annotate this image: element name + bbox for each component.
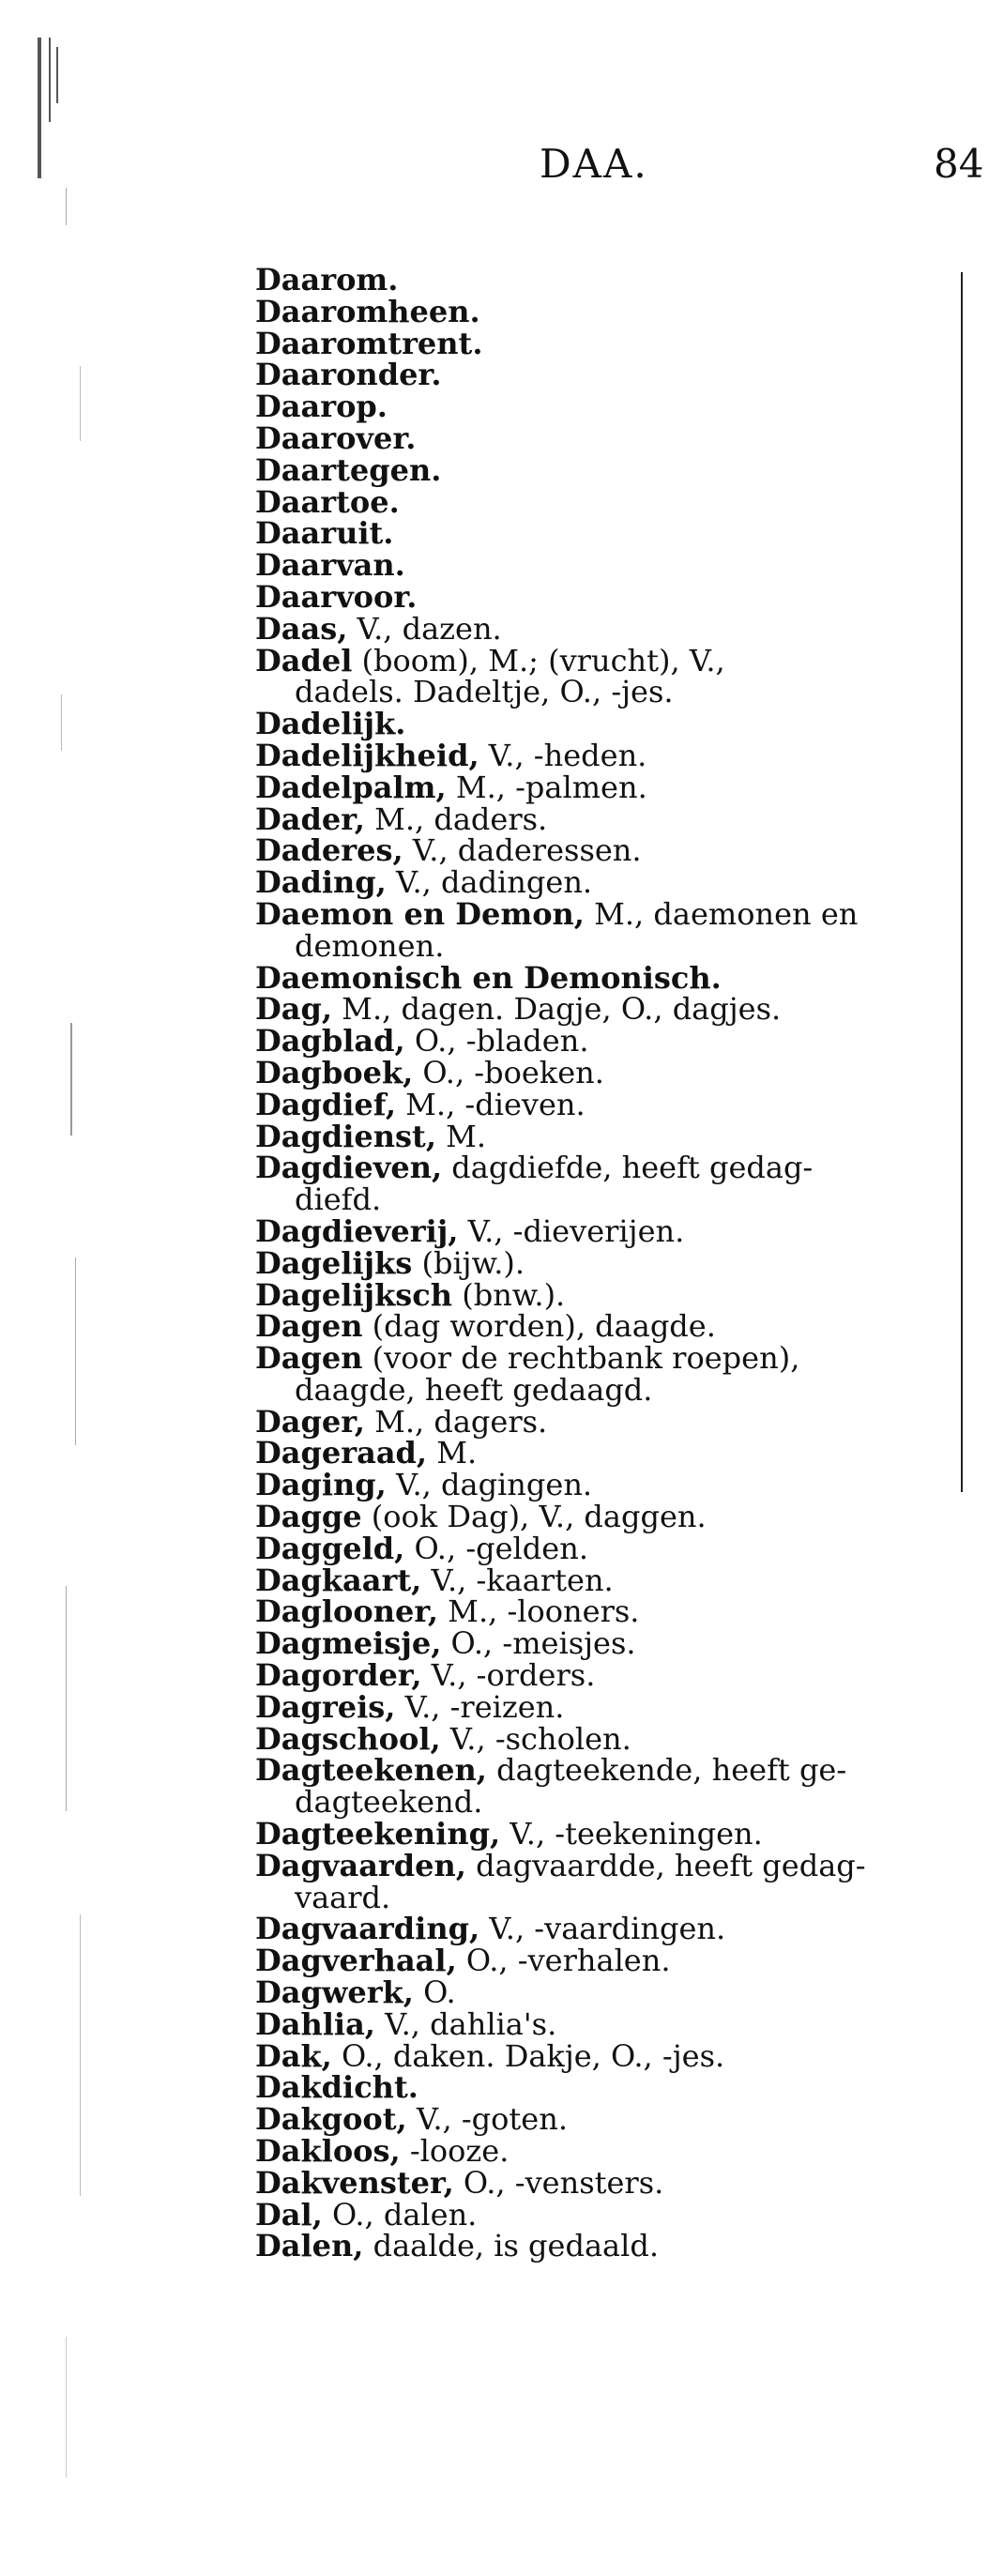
entry-headword: Dadel (255, 642, 353, 678)
entry-headword: Dagge (255, 1499, 362, 1535)
entry-definition: V., -dieverijen. (458, 1212, 685, 1249)
dictionary-entry (255, 1657, 968, 1694)
dictionary-entry (255, 2164, 968, 2201)
entry-definition: V., -vaardingen. (479, 1911, 726, 1947)
dictionary-entry (255, 642, 968, 710)
dictionary-entry (255, 800, 968, 837)
entry-continuation: demonen. (295, 927, 445, 964)
entry-headword: Daaromtrent. (255, 325, 483, 361)
entry-headword: Dagelijksch (255, 1276, 453, 1313)
entry-continuation: diefd. (295, 1181, 382, 1218)
dictionary-entry (255, 1752, 968, 1821)
dictionary-entry (255, 1530, 968, 1566)
entry-headword: Dakvenster, (255, 2164, 454, 2201)
entry-headword: Daaromheen. (255, 293, 480, 329)
entry-headword: Dagteekening, (255, 1816, 501, 1852)
dictionary-entry (255, 1152, 968, 1216)
entry-headword: Dagdienst, (255, 1118, 436, 1154)
entry-definition: V., daderessen. (403, 832, 642, 869)
entry-definition: V., -scholen. (440, 1720, 631, 1757)
entry-definition: O., -boeken. (413, 1054, 604, 1090)
entry-headword: Daarop. (255, 389, 388, 425)
dictionary-entry (255, 359, 968, 391)
entry-definition: M., dagen. Dagje, O., dagjes. (332, 991, 782, 1028)
entry-headword: Dal, (255, 2196, 323, 2233)
dictionary-entry (255, 1118, 968, 1154)
entry-headword: Daarvan. (255, 547, 405, 584)
entry-continuation: vaard. (295, 1879, 391, 1915)
dictionary-entry (255, 515, 968, 552)
entry-headword: Dagwerk, (255, 1974, 414, 2011)
entry-headword: Dagmeisje, (255, 1625, 442, 1662)
dictionary-entry (255, 1276, 968, 1313)
entry-headword: Dagen (255, 1340, 363, 1377)
entry-headword: Daemonisch en Demonisch. (255, 959, 722, 996)
entry-definition: V., dagingen. (386, 1467, 593, 1503)
entry-headword: Dagboek, (255, 1054, 414, 1090)
entry-headword: Dagorder, (255, 1657, 422, 1694)
dictionary-entry (255, 1562, 968, 1598)
dictionary-entry (255, 1086, 968, 1122)
dictionary-entry (255, 419, 968, 456)
entry-headword: Dager, (255, 1403, 365, 1440)
entry-headword: Daarom. (255, 262, 399, 297)
entry-headword: Dageraad, (255, 1435, 428, 1471)
entry-headword: Dagvaarding, (255, 1911, 480, 1947)
dictionary-entry (255, 483, 968, 520)
dictionary-entry (255, 895, 968, 964)
page-header-title: DAA. (540, 141, 648, 187)
dictionary-entry (255, 1847, 968, 1915)
entry-headword: Daartegen. (255, 451, 442, 488)
entry-definition: (bijw.). (412, 1244, 525, 1281)
dictionary-entry (255, 1593, 968, 1630)
entry-definition: V., -orders. (421, 1657, 596, 1694)
entry-headword: Daaronder. (255, 357, 442, 393)
entry-headword: Dagkaart, (255, 1562, 422, 1598)
entry-headword: Daemon en Demon, (255, 895, 585, 932)
dictionary-entry (255, 1023, 968, 1059)
entry-definition: M., -looners. (438, 1593, 640, 1630)
dictionary-entry (255, 1945, 968, 1977)
entry-headword: Dak, (255, 2037, 332, 2074)
dictionary-entry (255, 1625, 968, 1662)
dictionary-entry (255, 1435, 968, 1471)
entry-headword: Dagreis, (255, 1688, 396, 1725)
entry-definition: -looze. (400, 2133, 510, 2170)
dictionary-entry (255, 1501, 968, 1533)
entry-headword: Dadelijkheid, (255, 737, 479, 773)
dictionary-entry (255, 1212, 968, 1249)
entry-headword: Dagdieven, (255, 1150, 443, 1186)
entry-definition: M. (427, 1435, 478, 1471)
entry-headword: Dagblad, (255, 1023, 405, 1059)
binding-edge-marks (38, 38, 131, 2477)
dictionary-entry (255, 2196, 968, 2233)
entry-headword: Daglooner, (255, 1593, 438, 1630)
entry-headword: Daderes, (255, 832, 403, 869)
entry-headword: Dakdicht. (255, 2069, 418, 2106)
entry-headword: Dadelpalm, (255, 769, 447, 805)
entry-headword: Dahlia, (255, 2005, 375, 2042)
dictionary-entry (255, 2037, 968, 2074)
entry-definition: (boom), M.; (vrucht), V., (352, 642, 725, 678)
entry-headword: Dadelijk. (255, 706, 406, 742)
dictionary-entry (255, 451, 968, 488)
dictionary-entry (255, 864, 968, 901)
entry-headword: Dakloos, (255, 2133, 401, 2170)
entry-headword: Dalen, (255, 2228, 364, 2264)
entry-definition: O., -bladen. (404, 1023, 589, 1059)
entry-headword: Dagdieverij, (255, 1212, 459, 1249)
dictionary-entry (255, 2101, 968, 2138)
entry-headword: Daarvoor. (255, 578, 418, 615)
entry-definition: M., daders. (364, 800, 548, 837)
entry-definition: V., -heden. (479, 737, 647, 773)
entry-definition: V., -kaarten. (421, 1562, 614, 1598)
dictionary-entry (255, 610, 968, 647)
entry-definition: O., dalen. (322, 2196, 478, 2233)
entry-headword: Dagteekenen, (255, 1752, 487, 1789)
entry-definition: O., -vensters. (453, 2164, 664, 2201)
dictionary-entry (255, 2228, 968, 2264)
dictionary-entry (255, 2005, 968, 2042)
entry-definition: V., dadingen. (386, 864, 593, 901)
dictionary-entry (255, 1403, 968, 1440)
entry-headword: Dader, (255, 800, 365, 837)
entry-headword: Dading, (255, 864, 387, 901)
entry-definition: dagvaardde, heeft gedag- (465, 1847, 866, 1883)
entry-definition: M., daemonen en (584, 895, 859, 932)
dictionary-entry (255, 991, 968, 1028)
entry-definition: V., -teekeningen. (500, 1816, 763, 1852)
entry-headword: Dagschool, (255, 1720, 441, 1757)
entry-definition: M., -dieven. (395, 1086, 586, 1122)
dictionary-entry (255, 959, 968, 996)
dictionary-entry (255, 293, 968, 329)
entry-headword: Dagen (255, 1308, 363, 1345)
entry-definition: (dag worden), daagde. (362, 1308, 716, 1345)
dictionary-entry (255, 769, 968, 805)
dictionary-entry (255, 737, 968, 773)
dictionary-entry (255, 1467, 968, 1503)
entry-definition: M., -palmen. (446, 769, 647, 805)
dictionary-entry (255, 578, 968, 615)
entry-definition: (bnw.). (452, 1276, 566, 1313)
entry-headword: Daging, (255, 1467, 387, 1503)
entry-definition: V., dahlia's. (374, 2005, 557, 2042)
entry-definition: (ook Dag), V., daggen. (361, 1499, 707, 1535)
entry-headword: Dagvaarden, (255, 1847, 466, 1883)
entry-continuation: dagteekend. (295, 1784, 483, 1821)
dictionary-entry (255, 1244, 968, 1281)
entry-definition: daalde, is gedaald. (363, 2228, 659, 2264)
dictionary-entry (255, 547, 968, 584)
entry-headword: Dakgoot, (255, 2101, 407, 2138)
dictionary-entry (255, 1308, 968, 1345)
entry-definition: O. (413, 1974, 456, 2011)
entry-definition: M., dagers. (364, 1403, 548, 1440)
entry-list (255, 262, 968, 2264)
entry-headword: Dag, (255, 991, 332, 1028)
dictionary-entry (255, 1974, 968, 2011)
dictionary-entry (255, 2069, 968, 2106)
entry-headword: Dagdief, (255, 1086, 396, 1122)
entry-continuation: daagde, heeft gedaagd. (295, 1371, 653, 1408)
dictionary-entry (255, 325, 968, 361)
dictionary-entry (255, 832, 968, 869)
entry-headword: Daggeld, (255, 1530, 405, 1566)
dictionary-entry (255, 2133, 968, 2170)
dictionary-entry (255, 1054, 968, 1090)
entry-definition: V., -reizen. (395, 1688, 565, 1725)
entry-definition: V., dazen. (347, 610, 502, 647)
dictionary-entry (255, 1688, 968, 1725)
entry-headword: Dagelijks (255, 1244, 413, 1281)
dictionary-entry (255, 391, 968, 423)
dictionary-entry (255, 1340, 968, 1408)
entry-definition: O., -meisjes. (441, 1625, 636, 1662)
dictionary-entry (255, 1913, 968, 1945)
entry-continuation: dadels. Dadeltje, O., -jes. (295, 674, 674, 710)
entry-headword: Dagverhaal, (255, 1943, 457, 1979)
dictionary-entry (255, 706, 968, 742)
entry-definition: dagteekende, heeft ge- (486, 1752, 847, 1789)
entry-definition: O., -gelden. (404, 1530, 588, 1566)
entry-headword: Daarover. (255, 419, 417, 456)
entry-definition: (voor de rechtbank roepen), (362, 1340, 800, 1377)
dictionary-entry (255, 262, 968, 297)
entry-definition: O., daken. Dakje, O., -jes. (331, 2037, 725, 2074)
entry-headword: Daartoe. (255, 483, 400, 520)
dictionary-entry (255, 1816, 968, 1852)
entry-headword: Daaruit. (255, 515, 394, 552)
page-number: 84 (934, 141, 984, 187)
dictionary-entry (255, 1720, 968, 1757)
entry-definition: V., -goten. (406, 2101, 568, 2138)
entry-definition: O., -verhalen. (456, 1943, 671, 1979)
entry-headword: Daas, (255, 610, 348, 647)
entry-definition: dagdiefde, heeft gedag- (442, 1150, 814, 1186)
entry-definition: M. (435, 1118, 487, 1154)
